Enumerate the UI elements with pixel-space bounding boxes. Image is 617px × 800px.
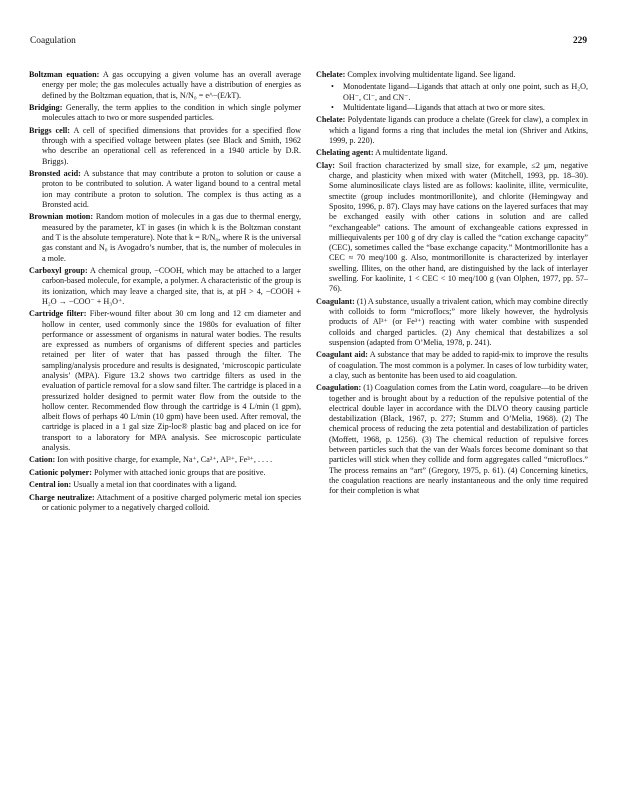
entry-term: Central ion: — [29, 480, 72, 490]
entry-definition: Polydentate ligands can produce a chelate (Greek for claw), a complex in which a ligand forms a ring that includes the metal ion (Shriver and Atkins, 1999, p. 220). — [329, 115, 588, 145]
entry-definition: Ion with positive charge, for example, Na⁺, Ca²⁺, Al³⁺, Fe³⁺, . . . . — [55, 455, 273, 465]
entry-term: Brownian motion: — [29, 212, 94, 222]
glossary-entry — [316, 115, 588, 146]
running-header — [30, 36, 587, 50]
entry-definition: A chemical group, −COOH, which may be attached to a larger carbon-based molecule, for example, a polymer. A characteristic of the group is its ionization, which may leave a charged site, that is, at pH > 4, −COOH + H₂O → −COO⁻ + H₃O⁺. — [42, 266, 302, 306]
entry-term: Cation: — [29, 455, 56, 465]
glossary-entry — [29, 455, 301, 465]
entry-definition: Soil fraction characterized by small size, for example, ≤2 μm, negative charge, and plasticity when mixed with water (Mitchell, 1993, pp. 18–30). Some aluminosilicate clays listed are as follows: kaolinite, illite, vermiculite, smectite (group includes montmorillonite), and chlorite (Hemingway and Sposito, 1996, p. 87). Clays may have cations on the layered surfaces that may be exchanged easily with other cations in solution and are called “exchangeable” cations. The amount of exchangeable cations expressed in milliequivalents per 100 g of dry clay is called the “cation exchange capacity” (CEC), sometimes called the “base exchange capacity.” Montmorillonite has a CEC ≈ 70 meq/100 g. Also, montmorillonite is characterized by interlayer swelling. Illites, on the other hand, are distinguished by the lack of interlayer swelling. For kaolinite, 1 < CEC < 10 meq/100 g (van Olphen, 1977, pp. 57–76). — [329, 160, 588, 294]
entry-definition: Complex involving multidentate ligand. See ligand. — [345, 70, 516, 79]
entry-term: Charge neutralize: — [29, 492, 95, 502]
entry-term: Coagulation: — [316, 383, 362, 393]
entry-term: Coagulant: — [316, 296, 355, 306]
glossary-entry — [29, 70, 301, 101]
glossary-entry — [316, 297, 588, 348]
entry-definition: Attachment of a positive charged polymeric metal ion species or cationic polymer to a negatively charged colloid. — [42, 492, 301, 513]
glossary-entry — [316, 161, 588, 295]
entry-definition: A multidentate ligand. — [373, 148, 448, 158]
glossary-entry — [29, 103, 301, 124]
entry-definition: Polymer with attached ionic groups that are positive. — [91, 467, 266, 477]
entry-definition: A substance that may contribute a proton to solution or cause a proton to be contributed to solution. A water ligand bound to a central metal ion may contribute a proton to solution. The complex is thus acting as a Bronsted acid. — [42, 169, 301, 209]
glossary-entry — [29, 309, 301, 453]
entry-definition: A cell of specified dimensions that provides for a specified flow through with a specified voltage between plates (see Black and Smith, 1962 who describe an operational cell as referenced in a 1940 article by D.R. Briggs). — [42, 125, 301, 166]
entry-definition: A gas occupying a given volume has an overall average energy per mole; the gas molecules actually have a distribution of energies as defined by the Boltzman equation, that is, N/N₀ = e^−(E/kT). — [42, 70, 301, 100]
entry-term: Boltzman equation: — [29, 70, 100, 79]
entry-term: Chelate: — [316, 70, 346, 79]
entry-definition: (1) Coagulation comes from the Latin word, coagulare—to be driven together and is brought about by a reduction of the repulsive potential of the electrical double layer in accordance with the DLVO theory causing particle destabilization (Black, 1967, p. 277; Stumm and O’Melia, 1968). (2) The chemical process of reducing the zeta potential and destabilization of particles (Moffett, 1968, p. 1256). (3) The chemical reduction of repulsive forces between particles such that the van der Waals forces become dominant so that particles will stick when they collide and form aggregates called “microflocs.” The process remains an “art” (Gregory, 1975, p. 61). (4) Concerning kinetics, the coagulation reactions are nearly instantaneous and the only time required for their completion is what — [329, 383, 588, 496]
left-column — [29, 70, 301, 516]
entry-term: Coagulant aid: — [316, 350, 368, 360]
entry-term: Bronsted acid: — [29, 169, 81, 179]
entry-term: Briggs cell: — [29, 125, 70, 135]
right-column — [316, 70, 588, 499]
glossary-entry — [316, 70, 588, 80]
glossary-entry — [316, 383, 588, 496]
entry-definition: A substance that may be added to rapid-mix to improve the results of coagulation. The most common is a polymer. In cases of low turbidity water, a clay, such as bentonite has been used to aid coagulation. — [329, 350, 588, 380]
glossary-entry — [29, 169, 301, 210]
entry-term: Cationic polymer: — [29, 467, 92, 477]
glossary-entry — [29, 266, 301, 307]
glossary-entry — [29, 212, 301, 263]
entry-definition: (1) A substance, usually a trivalent cation, which may combine directly with colloids to form “microflocs;” more likely however, the hydrolysis products of Al³⁺ (or Fe³⁺) reacting with water combine with suspended colloids and charged particles. (2) Any chemical that destabilizes a sol suspension (adapted from O’Melia, 1978, p. 241). — [329, 296, 588, 347]
entry-definition: Usually a metal ion that coordinates with a ligand. — [71, 480, 237, 490]
entry-definition: Random motion of molecules in a gas due to thermal energy, measured by the parameter, kT in gases (in which k is the Boltzman constant and T is the absolute temperature). Note that k = R/N₀, where R is the universal gas constant and N₀ is Avogadro’s number, that is, the number of molecules in a mole. — [42, 212, 301, 263]
entry-definition: Fiber-wound filter about 30 cm long and 12 cm diameter and hollow in center, used commonly since the 1980s for evaluation of filter performance or assessment of organisms in natural water bodies. The results are expressed as numbers of organisms of different species and particles retained per liter of water that has passed through the filter. The sampling/analysis procedure and results is designated, ‘microscopic particulate analysis’ (MPA). Figure 13.2 shows two cartridge filters as used in the evaluation of particle removal for a slow sand filter. The cartridge is placed in a pressurized holder designed to permit water flow from the outside to the hollow center. Recommended flow through the cartridge is 4 L/min (1 gpm), albeit flows of perhaps 40 L/min (10 gpm) have been used. After removal, the cartridge is placed in a 1 gal size Zip-loc® plastic bag and placed on ice for transport to a laboratory for MPA analysis. See microscopic particulate analysis. — [42, 309, 301, 452]
glossary-entry — [316, 350, 588, 381]
glossary-entry — [316, 148, 588, 158]
bullet-item: • Multidentate ligand—Ligands that attach at two or more sites. — [329, 103, 588, 113]
entry-term: Bridging: — [29, 103, 63, 113]
section-title: Coagulation — [30, 36, 76, 46]
glossary-entry — [29, 126, 301, 167]
entry-term: Chelating agent: — [316, 148, 374, 158]
glossary-entry — [29, 480, 301, 490]
glossary-entry — [29, 468, 301, 478]
entry-term: Clay: — [316, 160, 335, 170]
page-number: 229 — [572, 36, 587, 46]
glossary-entry — [29, 493, 301, 514]
entry-term: Carboxyl group: — [29, 266, 88, 275]
entry-term: Chelate: — [316, 115, 346, 125]
entry-definition: Generally, the term applies to the condition in which single polymer molecules attach to two or more suspended particles. — [42, 103, 301, 123]
bullet-item: • Monodentate ligand—Ligands that attach at only one point, such as H₂O, OH⁻, Cl⁻, and CN⁻. — [329, 82, 588, 103]
ligand-bullet-list — [316, 82, 588, 115]
entry-term: Cartridge filter: — [29, 309, 87, 319]
